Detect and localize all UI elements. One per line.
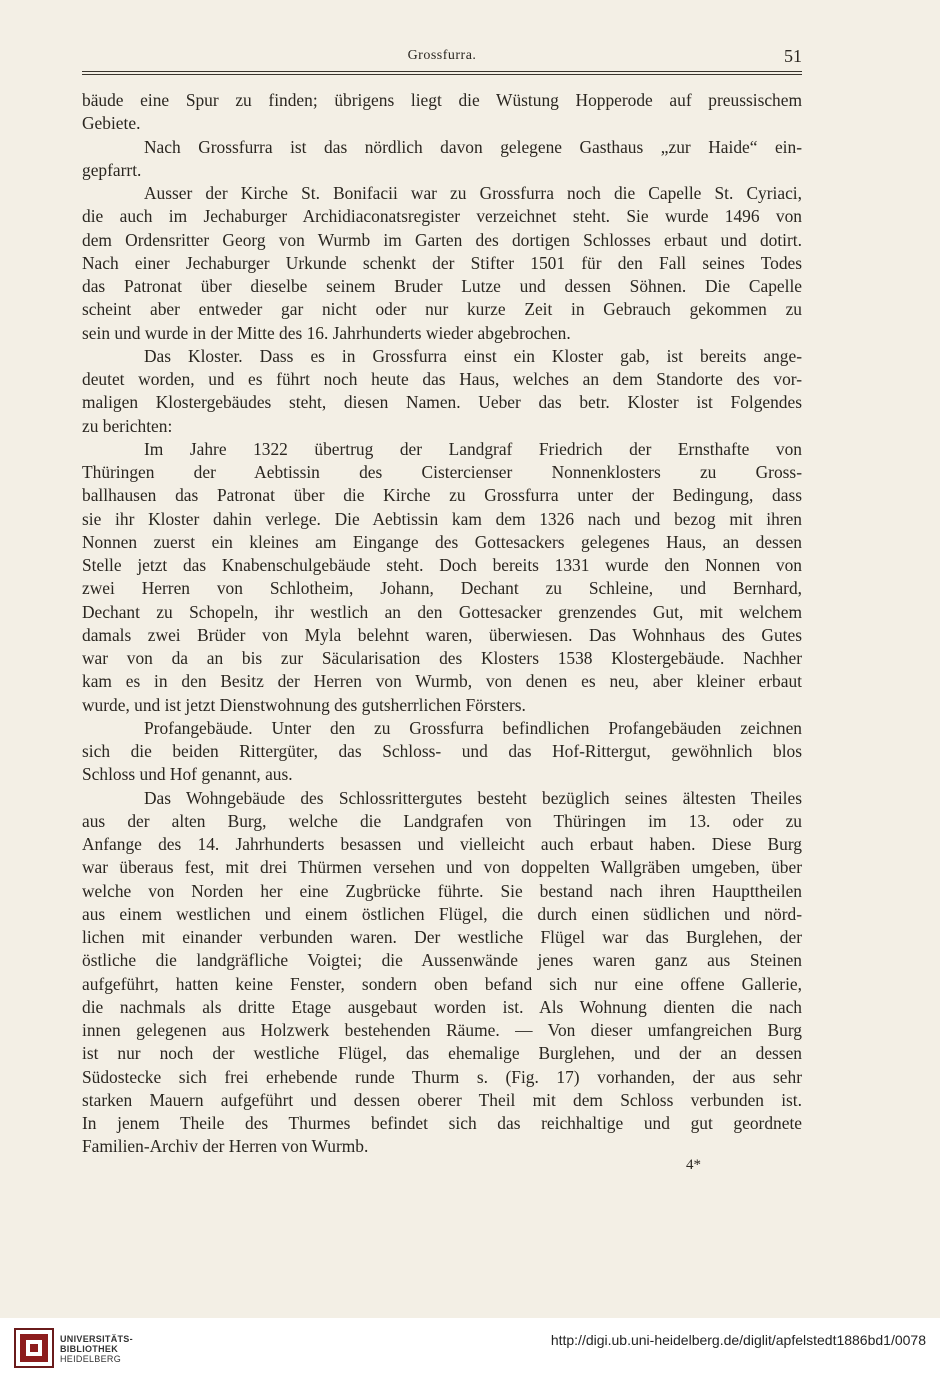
source-url-link[interactable]: http://digi.ub.uni-heidelberg.de/diglit/apfelstedt1886bd1/0078 xyxy=(550,1332,926,1348)
text-line: Schloss und Hof genannt, aus. xyxy=(82,764,293,785)
text-line: kam es in den Besitz der Herren von Wurmb, von denen es neu, aber kleiner erbaut xyxy=(82,671,802,692)
text-line: östliche die landgräfliche Voigtei; die Aussenwände jenes waren ganz aus Steinen xyxy=(82,950,802,971)
running-title: Grossfurra. xyxy=(407,48,477,63)
text-line: Stelle jetzt das Knabenschulgebäude steht. Doch bereits 1331 wurde den Nonnen von xyxy=(82,555,802,575)
text-line: war überaus fest, mit drei Thürmen versehen und von doppelten Wallgräben umgeben, über xyxy=(82,857,802,878)
page-header xyxy=(82,46,802,72)
header-rule-top xyxy=(82,71,802,72)
text-line: scheint aber entweder gar nicht oder nur kurze Zeit in Gebrauch gekommen zu xyxy=(82,299,802,320)
text-line: Nach einer Jechaburger Urkunde schenkt der Stifter 1501 für den Fall seines Todes xyxy=(82,252,802,273)
text-line: maligen Klostergebäudes steht, diesen Namen. Ueber das betr. Kloster ist Folgendes xyxy=(82,392,802,413)
text-line: Nonnen zuerst ein kleines am Eingange des Gottesackers gelegenes Haus, an dessen xyxy=(82,531,802,552)
text-line: Das Wohngebäude des Schlossrittergutes besteht bezüglich seines ältesten Theiles xyxy=(144,787,802,808)
text-line: Thüringen der Aebtissin des Cistercienser Nonnenklosters zu Gross- xyxy=(82,462,802,482)
text-line: lichen mit einander verbunden waren. Der westliche Flügel war das Burglehen, der xyxy=(82,927,802,947)
page-number: 51 xyxy=(784,46,802,66)
text-line: Ausser der Kirche St. Bonifacii war zu Grossfurra noch die Capelle St. Cyriaci, xyxy=(144,183,802,203)
text-line: ist nur noch der westliche Flügel, das ehemalige Burglehen, und der an dessen xyxy=(82,1043,802,1064)
text-line: gepfarrt. xyxy=(82,159,142,180)
text-line: Südostecke sich frei erhebende runde Thurm s. (Fig. 17) vorhanden, der aus sehr xyxy=(82,1066,802,1087)
text-line: war von da an bis zur Säcularisation des Klosters 1538 Klostergebäude. Nachher xyxy=(82,648,802,668)
text-line: die auch im Jechaburger Archidiaconatsregister verzeichnet steht. Sie wurde 1496 von xyxy=(82,206,802,227)
text-line: sie ihr Kloster dahin verlege. Die Aebtissin kam dem 1326 nach und bezog mit ihren xyxy=(82,508,802,529)
text-line: In jenem Theile des Thurmes befindet sich das reichhaltige und gut geordnete xyxy=(82,1113,802,1133)
text-line: innen gelegenen aus Holzwerk bestehenden Räume. — Von dieser umfangreichen Burg xyxy=(82,1020,802,1040)
text-line: aus einem westlichen und einem östlichen Flügel, die durch einen südlichen und nörd- xyxy=(82,903,802,924)
footer-bar xyxy=(0,1318,940,1388)
library-logo-icon xyxy=(14,1328,54,1368)
text-line: deutet worden, und es führt noch heute das Haus, welches an dem Standorte des vor- xyxy=(82,369,802,389)
text-line: Dechant zu Schopeln, ihr westlich an den Gottesacker grenzendes Gut, mit welchem xyxy=(82,601,802,622)
text-line: Gebiete. xyxy=(82,113,141,134)
text-line: Anfange des 14. Jahrhunderts besassen und vielleicht auch erbaut haben. Diese Burg xyxy=(82,834,802,854)
text-line: sein und wurde in der Mitte des 16. Jahrhunderts wieder abgebrochen. xyxy=(82,322,571,343)
body-text xyxy=(82,89,802,1159)
logo-line: HEIDELBERG xyxy=(60,1354,122,1364)
text-line: aus der alten Burg, welche die Landgrafen von Thüringen im 13. oder zu xyxy=(82,810,802,831)
text-line: sich die beiden Rittergüter, das Schloss- und das Hof-Rittergut, gewöhnlich blos xyxy=(82,741,802,761)
text-line: Familien-Archiv der Herren von Wurmb. xyxy=(82,1136,369,1157)
text-line: Nach Grossfurra ist das nördlich davon gelegene Gasthaus „zur Haide“ ein- xyxy=(144,136,802,157)
text-line: Im Jahre 1322 übertrug der Landgraf Friedrich der Ernsthafte von xyxy=(144,438,802,459)
text-line: damals zwei Brüder von Myla belehnt waren, überwiesen. Das Wohnhaus des Gutes xyxy=(82,624,802,645)
text-line: zu berichten: xyxy=(82,415,173,436)
text-line: welche von Norden her eine Zugbrücke führte. Sie bestand nach ihren Haupttheilen xyxy=(82,880,802,901)
text-line: die nachmals als dritte Etage ausgebaut worden ist. Als Wohnung dienten die nach xyxy=(82,996,802,1017)
text-line: aufgeführt, hatten keine Fenster, sondern oben befand sich nur eine offene Gallerie, xyxy=(82,973,802,994)
text-line: wurde, und ist jetzt Dienstwohnung des gutsherrlichen Försters. xyxy=(82,694,526,715)
logo-line: BIBLIOTHEK xyxy=(60,1344,118,1354)
text-line: ballhausen das Patronat über die Kirche zu Grossfurra unter der Bedingung, dass xyxy=(82,485,802,506)
library-logo-text xyxy=(60,1334,133,1364)
text-line: bäude eine Spur zu finden; übrigens liegt die Wüstung Hopperode auf preussischem xyxy=(82,90,802,110)
text-line: zwei Herren von Schlotheim, Johann, Dechant zu Schleine, und Bernhard, xyxy=(82,578,802,599)
logo-line: UNIVERSITÄTS- xyxy=(60,1334,133,1344)
header-rule-bottom xyxy=(82,74,802,75)
signature-mark: 4* xyxy=(686,1157,701,1173)
text-line: das Patronat über dieselbe seinem Bruder Lutze und dessen Söhnen. Die Capelle xyxy=(82,276,802,296)
text-line: Das Kloster. Dass es in Grossfurra einst ein Kloster gab, ist bereits ange- xyxy=(144,345,802,366)
text-line: dem Ordensritter Georg von Wurmb im Garten des dortigen Schlosses erbaut und dotirt. xyxy=(82,229,802,250)
text-line: Profangebäude. Unter den zu Grossfurra befindlichen Profangebäuden zeichnen xyxy=(144,717,802,738)
text-line: starken Mauern aufgeführt und dessen oberer Theil mit dem Schloss verbunden ist. xyxy=(82,1089,802,1110)
